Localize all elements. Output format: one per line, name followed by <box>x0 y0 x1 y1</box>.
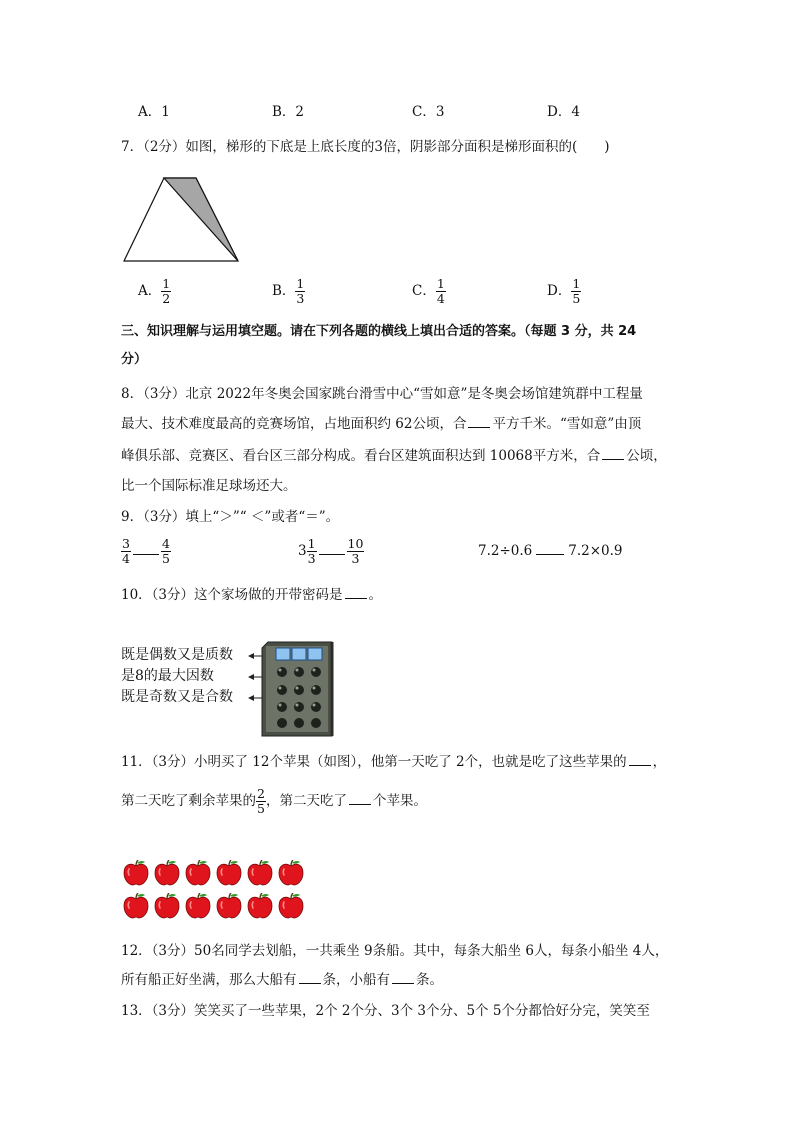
apple-icon <box>277 893 305 917</box>
apple-icon <box>215 893 243 917</box>
apple-icon <box>246 893 274 917</box>
q9-compare-3: 7.2÷0.6 7.2×0.9 <box>478 543 623 559</box>
q6-option-b: B．2 <box>272 104 305 120</box>
answer-blank[interactable] <box>133 542 159 555</box>
q9-compare-1: $\frac{3}{4}$ $\frac{4}{5}$ <box>122 536 170 566</box>
q7-option-d: D． $\frac{1}{5}$ <box>547 276 581 306</box>
q8-line4: 比一个国际标准足球场还大。 <box>121 478 297 494</box>
q9-compare-2: 3 $\frac{1}{3}$ $\frac{10}{3}$ <box>298 536 364 566</box>
apple-icon <box>184 893 212 917</box>
q6-option-d: D．4 <box>547 104 580 120</box>
q7-option-b: B． $\frac{1}{3}$ <box>272 276 305 306</box>
answer-blank[interactable] <box>349 792 371 805</box>
apple-icon <box>122 860 150 884</box>
answer-blank[interactable] <box>536 542 564 555</box>
section3-heading-line1: 三、知识理解与运用填空题。请在下列各题的横线上填出合适的答案。（每题 3 分，共 24 <box>121 324 637 339</box>
q8-line2: 最大、技术难度最高的竞赛场馆，占地面积约 62公顷，合 平方千米。“雪如意”由顶 <box>121 416 642 432</box>
password-lock-figure <box>244 640 336 740</box>
q7-option-a: A． $\frac{1}{2}$ <box>138 276 171 306</box>
q11-line2: 第二天吃了剩余苹果的 $\frac{2}{5}$ ，第二天吃了 个苹果。 <box>121 786 427 816</box>
answer-blank[interactable] <box>299 971 321 984</box>
apple-icon <box>215 860 243 884</box>
lock-clue-1: 既是偶数又是质数 <box>121 647 233 663</box>
section3-heading-line2: 分） <box>121 352 148 367</box>
q12-line1: 12．（3分）50名同学去划船，一共乘坐 9条船。其中，每条大船坐 6人，每条小船坐 4人， <box>121 943 669 959</box>
answer-blank[interactable] <box>602 447 624 460</box>
q8-line1: 8．（3分）北京 2022年冬奥会国家跳台滑雪中心“雪如意”是冬奥会场馆建筑群中工程量 <box>121 386 643 402</box>
q6-option-c: C．3 <box>412 104 445 120</box>
apple-icon <box>246 860 274 884</box>
trapezoid-figure <box>120 172 244 266</box>
q9-stem: 9．（3分）填上“＞”“ ＜”或者“＝”。 <box>121 509 340 525</box>
answer-blank[interactable] <box>319 542 345 555</box>
answer-blank[interactable] <box>629 753 651 766</box>
apple-icon <box>277 860 305 884</box>
q7-option-c: C． $\frac{1}{4}$ <box>412 276 445 306</box>
q6-option-a: A．1 <box>138 104 170 120</box>
q11-line1: 11．（3分）小明买了 12个苹果（如图），他第一天吃了 2个，也就是吃了这些苹果的 ， <box>121 754 667 770</box>
answer-blank[interactable] <box>345 586 367 599</box>
q7-stem: 7．（2分）如图，梯形的下底是上底长度的3倍，阴影部分面积是梯形面积的( ) <box>121 139 610 155</box>
q10-stem: 10．（3分）这个家场做的开带密码是 。 <box>121 587 383 603</box>
q8-line3: 峰俱乐部、竞赛区、看台区三部分构成。看台区建筑面积达到 10068平方米，合 公顷， <box>121 448 667 464</box>
answer-blank[interactable] <box>468 415 490 428</box>
apple-icon <box>184 860 212 884</box>
apple-icon <box>153 893 181 917</box>
q12-line2: 所有船正好坐满，那么大船有 条，小船有 条。 <box>121 972 443 988</box>
q13-line1: 13．（3分）笑笑买了一些苹果，2个 2个分、3个 3个分、5个 5个分都恰好分完，笑笑至 <box>121 1003 650 1019</box>
answer-blank[interactable] <box>392 971 414 984</box>
apple-icon <box>122 893 150 917</box>
lock-clue-3: 既是奇数又是合数 <box>121 689 233 705</box>
lock-clue-2: 是8的最大因数 <box>121 668 214 684</box>
apple-icon <box>153 860 181 884</box>
